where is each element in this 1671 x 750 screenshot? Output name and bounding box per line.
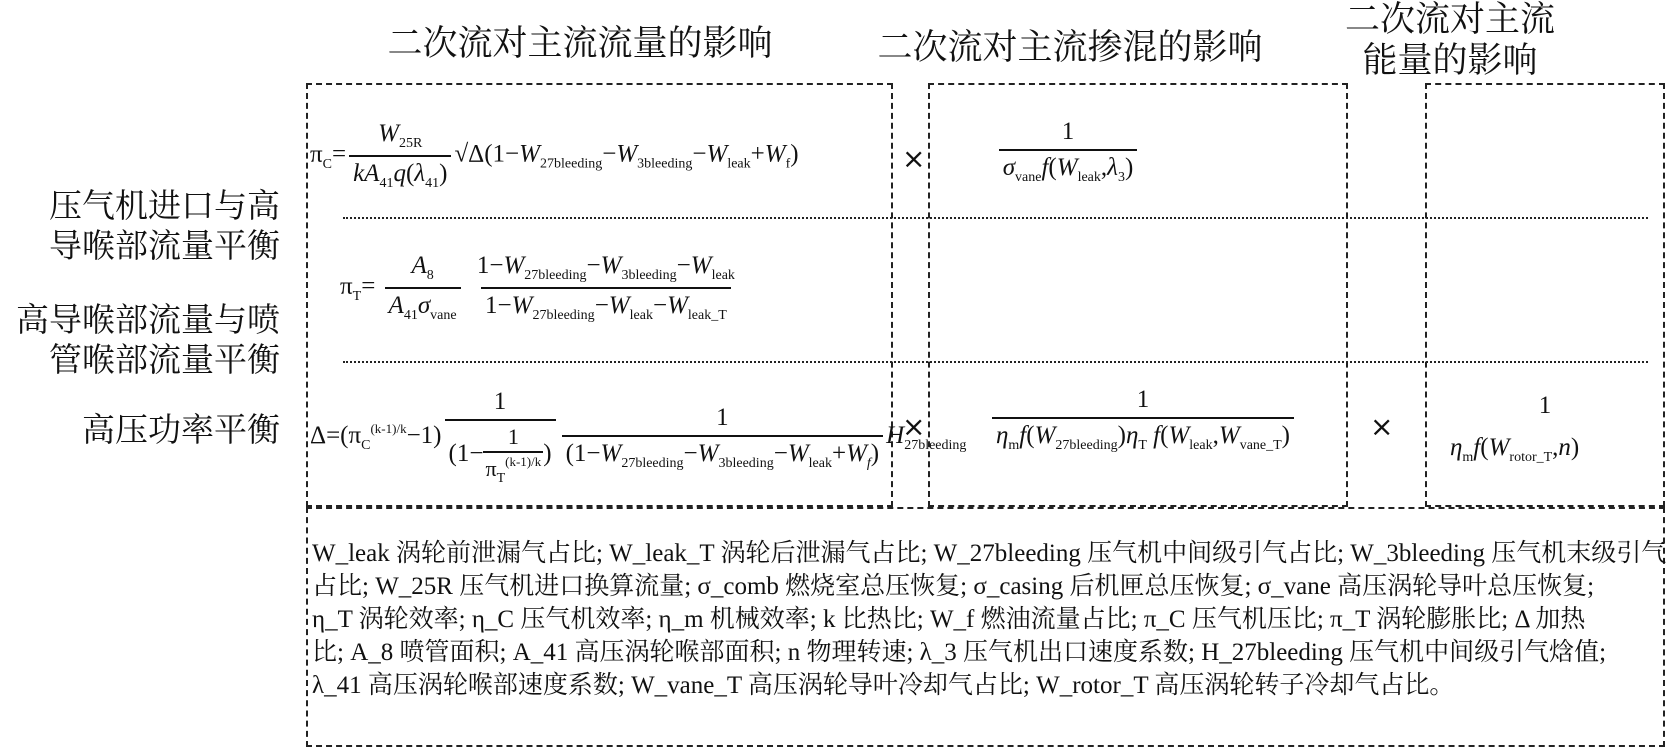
equation-mixing-row3: $\frac{1}{\eta_mf(W_{27bleeding})\eta_T f(W_{leak},W_{vane\_T})}$ (955, 386, 1331, 454)
row-separator-1 (343, 217, 1648, 219)
legend (312, 537, 1667, 702)
equation-pi-c: $\pi_C=$ $\frac{W_{25R}}{kA_{41}q(\lambda_{41})}$ $√\Delta(1-W_{27bleeding}-W_{3bleeding}-W_{leak}+W_f)$ (310, 120, 799, 191)
equation-mixing-row1: $\frac{1}{\sigma_{vane}f(W_{leak},\lambda_3)}$ (970, 118, 1166, 186)
times-row3-a: × (902, 410, 926, 443)
header-mixing-effect: 二次流对主流掺混的影响 (877, 28, 1263, 68)
pi-c-fraction: $\frac{W_{25R}}{kA_{41}q(\lambda_{41})}$ (349, 120, 451, 192)
equation-energy-row3: 1 $\eta_mf(W_{rotor\_T},n)$ (1450, 392, 1580, 465)
side-label-row2-line2: 管喉部流量平衡 (49, 340, 280, 379)
header-flow-effect: 二次流对主流流量的影响 (387, 24, 773, 64)
header-energy-effect (1330, 0, 1570, 82)
legend-line-2: 占比; W_25R 压气机进口换算流量; σ_comb 燃烧室总压恢复; σ_casing 后机匣总压恢复; σ_vane 高压涡轮导叶总压恢复; (312, 573, 1595, 600)
side-label-row1-line1: 压气机进口与高 (49, 186, 280, 225)
legend-line-1: W_leak 涡轮前泄漏气占比; W_leak_T 涡轮后泄漏气占比; W_27bleeding 压气机中间级引气占比; W_3bleeding 压气机末级引气 (312, 540, 1667, 567)
side-label-row1 (0, 186, 280, 266)
legend-line-3: η_T 涡轮效率; η_C 压气机效率; η_m 机械效率; k 比热比; W_f 燃油流量占比; π_C 压气机压比; π_T 涡轮膨胀比; Δ 加热 (312, 606, 1586, 633)
times-row1: × (902, 142, 926, 175)
header-energy-tail: 流 (1520, 0, 1556, 40)
pi-t-symbol: $\pi_T$ (340, 272, 362, 304)
legend-line-4: 比; A_8 喷管面积; A_41 高压涡轮喉部面积; n 物理转速; λ_3 压气机出口速度系数; H_27bleeding 压气机中间级引气焓值; (312, 639, 1607, 666)
header-energy-line1: 二次流对主 (1344, 0, 1520, 40)
pi-c-symbol: $\pi_C$ (310, 140, 332, 172)
times-row3-b: × (1370, 410, 1394, 443)
equation-pi-t: $\pi_T=$ $\frac{A_8}{A_{41}\sigma_{vane}}$ $\frac{1-W_{27bleeding}-W_{3bleeding}-W_{leak}}{1-W_{27bleeding}-W_{leak}-W_{leak\_T}}$ (340, 252, 735, 323)
side-label-row1-line2: 导喉部流量平衡 (49, 226, 280, 265)
side-label-row2 (0, 300, 280, 380)
row-separator-2 (343, 361, 1648, 363)
legend-line-5: λ_41 高压涡轮喉部速度系数; W_vane_T 高压涡轮导叶冷却气占比; W_rotor_T 高压涡轮转子冷却气占比。 (312, 672, 1455, 699)
side-label-row3: 高压功率平衡 (82, 410, 280, 449)
header-energy-line2: 能量的影响 (1362, 41, 1538, 81)
equation-delta: $\Delta=(\pi_C^{(k-1)/k}-1)$ 1 (1− $\frac{1}{\pi_T^{(k-1)/k}}$ ) $\frac{1}{(1-W_{27bleeding}-W_{3bleeding}-W_{leak}+W_f)}$ $H_{27bleeding}$ (310, 388, 967, 486)
side-label-row2-line1: 高导喉部流量与喷 (16, 300, 280, 339)
